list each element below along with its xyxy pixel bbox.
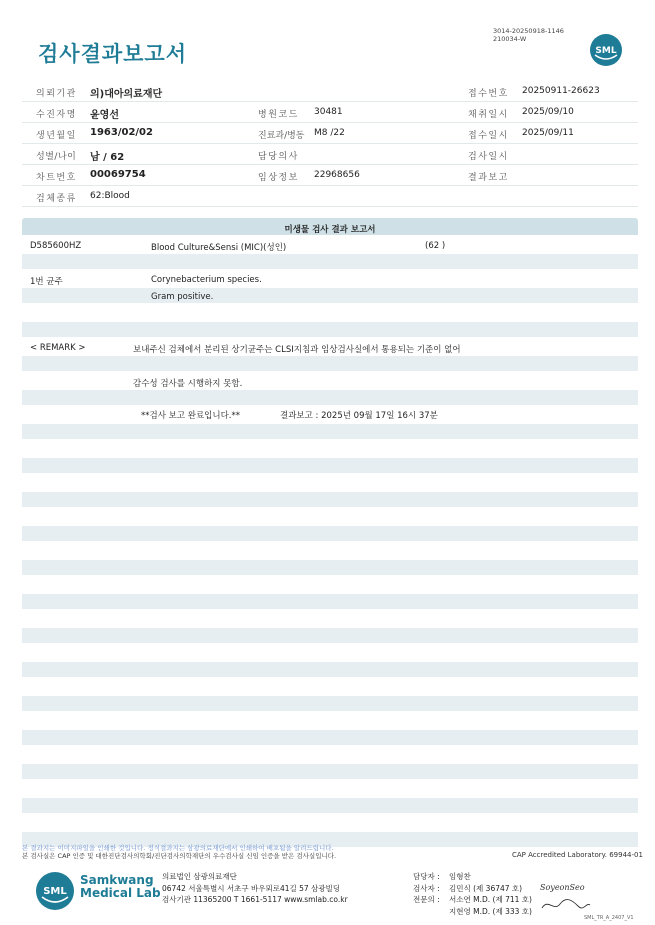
report-band xyxy=(22,526,638,541)
report-band xyxy=(22,798,638,813)
clinical-info-value: 22968656 xyxy=(314,170,360,180)
staff-owner: 임형찬 xyxy=(449,872,471,881)
sml-logo-icon xyxy=(588,32,624,68)
specimen-label: 검체종류 xyxy=(36,194,77,204)
report-band xyxy=(22,730,638,745)
collect-date-value: 2025/09/10 xyxy=(522,107,574,117)
hospital-code-value: 30481 xyxy=(314,107,343,117)
staff-block xyxy=(413,871,532,917)
document-id xyxy=(493,27,564,43)
brand-line2: Medical Lab xyxy=(80,886,161,900)
report-band xyxy=(22,254,638,269)
specimen-value: 62:Blood xyxy=(90,191,130,201)
result-report-label: 결과보고 xyxy=(468,173,509,183)
report-band xyxy=(22,492,638,507)
report-band xyxy=(22,356,638,371)
report-band xyxy=(22,458,638,473)
receipt-date-value: 2025/09/11 xyxy=(522,128,574,138)
remark-line1: 보내주신 검체에서 분리된 상기균주는 CLSI지침과 임상검사실에서 통용되는 기준이 없어 xyxy=(133,345,461,355)
brand-name xyxy=(80,874,161,900)
dept-label: 진료과/병동 xyxy=(258,131,305,141)
report-band xyxy=(22,662,638,677)
dob-value: 1963/02/02 xyxy=(90,127,153,138)
receipt-no-label: 접수번호 xyxy=(468,89,509,99)
logo-text: SML xyxy=(595,46,617,56)
test-age: (62 ) xyxy=(425,241,446,251)
report-complete-text: **검사 보고 완료입니다.** xyxy=(141,411,241,421)
form-number: SML_TR_A_2407_V1 xyxy=(584,915,634,921)
document-id-line2: 210034-W xyxy=(493,35,527,43)
staff-tester: 김민식 (제 36747 호) xyxy=(449,883,523,893)
receipt-no-value: 20250911-26623 xyxy=(522,86,600,96)
hospital-code-label: 병원코드 xyxy=(258,110,299,120)
report-band xyxy=(22,764,638,779)
info-row-specimen xyxy=(22,186,638,207)
report-band xyxy=(22,424,638,439)
test-name: Blood Culture&Sensi (MIC)(성인) xyxy=(151,243,287,253)
lab-address xyxy=(162,871,348,906)
staff-expert-label: 전문의 : xyxy=(413,895,440,904)
info-row-dob xyxy=(22,123,638,144)
report-band xyxy=(22,696,638,711)
report-band xyxy=(22,390,638,405)
staff-tester-label: 검사자 : xyxy=(413,883,440,893)
organism-gram: Gram positive. xyxy=(151,292,214,302)
addr-line2: 06742 서울특별시 서초구 바우뫼로41길 57 삼광빌딩 xyxy=(162,883,341,893)
clinical-info-label: 임상정보 xyxy=(258,173,299,183)
image-print-notice: 본 결과지는 이미지파일을 인쇄한 것입니다. 정식결과지는 삼광의료재단에서 인쇄하여 배포됨을 알려드립니다. xyxy=(22,844,334,852)
remark-line2: 감수성 검사를 시행하지 못함. xyxy=(133,379,243,389)
document-id-line1: 3014-20250918-1146 xyxy=(493,27,564,35)
info-row-chart-no xyxy=(22,165,638,186)
info-row-sex-age xyxy=(22,144,638,165)
page-title: 검사결과보고서 xyxy=(38,42,188,66)
report-band xyxy=(22,560,638,575)
report-band xyxy=(22,322,638,337)
cap-accreditation: CAP Accredited Laboratory. 69944-01 xyxy=(512,851,643,859)
sex-age-value: 남 / 62 xyxy=(90,152,125,163)
org-value: 의)대아의료재단 xyxy=(90,89,163,100)
chart-no-label: 차트번호 xyxy=(36,173,77,183)
organism-label: 1번 균주 xyxy=(30,277,63,287)
report-section-title: 미생물 검사 결과 보고서 xyxy=(284,225,376,235)
info-row-name xyxy=(22,102,638,123)
logo-text: SML xyxy=(43,886,67,897)
report-band xyxy=(22,288,638,303)
org-label: 의뢰기관 xyxy=(36,89,77,99)
remark-label: < REMARK > xyxy=(30,343,86,353)
result-report-time: 결과보고 : 2025년 09월 17일 16시 37분 xyxy=(280,411,438,421)
collect-date-label: 채취일시 xyxy=(468,110,509,120)
sex-age-label: 성별/나이 xyxy=(36,152,77,162)
brand-line1: Samkwang xyxy=(80,873,154,887)
receipt-date-label: 접수일시 xyxy=(468,131,509,141)
signature-text: SoyeonSeo xyxy=(540,883,585,892)
info-row-organization xyxy=(22,81,638,102)
staff-expert1: 서소연 M.D. (제 711 호) xyxy=(449,895,532,904)
certification-text: 본 검사실은 CAP 인증 및 대한진단검사의학회/진단검사의학재단의 우수검사실 신임 인증을 받은 검사실입니다. xyxy=(22,852,337,860)
test-date-label: 검사일시 xyxy=(468,152,509,162)
test-code: D585600HZ xyxy=(30,241,82,251)
dept-value: M8 /22 xyxy=(314,128,345,138)
dob-label: 생년월일 xyxy=(36,131,77,141)
doctor-label: 담당의사 xyxy=(258,152,299,162)
chart-no-value: 00069754 xyxy=(90,169,146,180)
staff-owner-label: 담당자 : xyxy=(413,872,440,881)
staff-expert2: 지현영 M.D. (제 333 호) xyxy=(449,906,532,916)
addr-line3: 검사기관 11365200 T 1661-5117 www.smlab.co.kr xyxy=(162,895,348,904)
addr-line1: 의료법인 삼광의료재단 xyxy=(162,872,237,881)
organism-name: Corynebacterium species. xyxy=(151,275,262,285)
name-label: 수진자명 xyxy=(36,110,77,120)
sml-logo-icon xyxy=(34,870,76,912)
name-value: 윤영선 xyxy=(90,110,119,121)
signature-icon xyxy=(538,878,592,914)
report-band xyxy=(22,594,638,609)
report-band xyxy=(22,628,638,643)
